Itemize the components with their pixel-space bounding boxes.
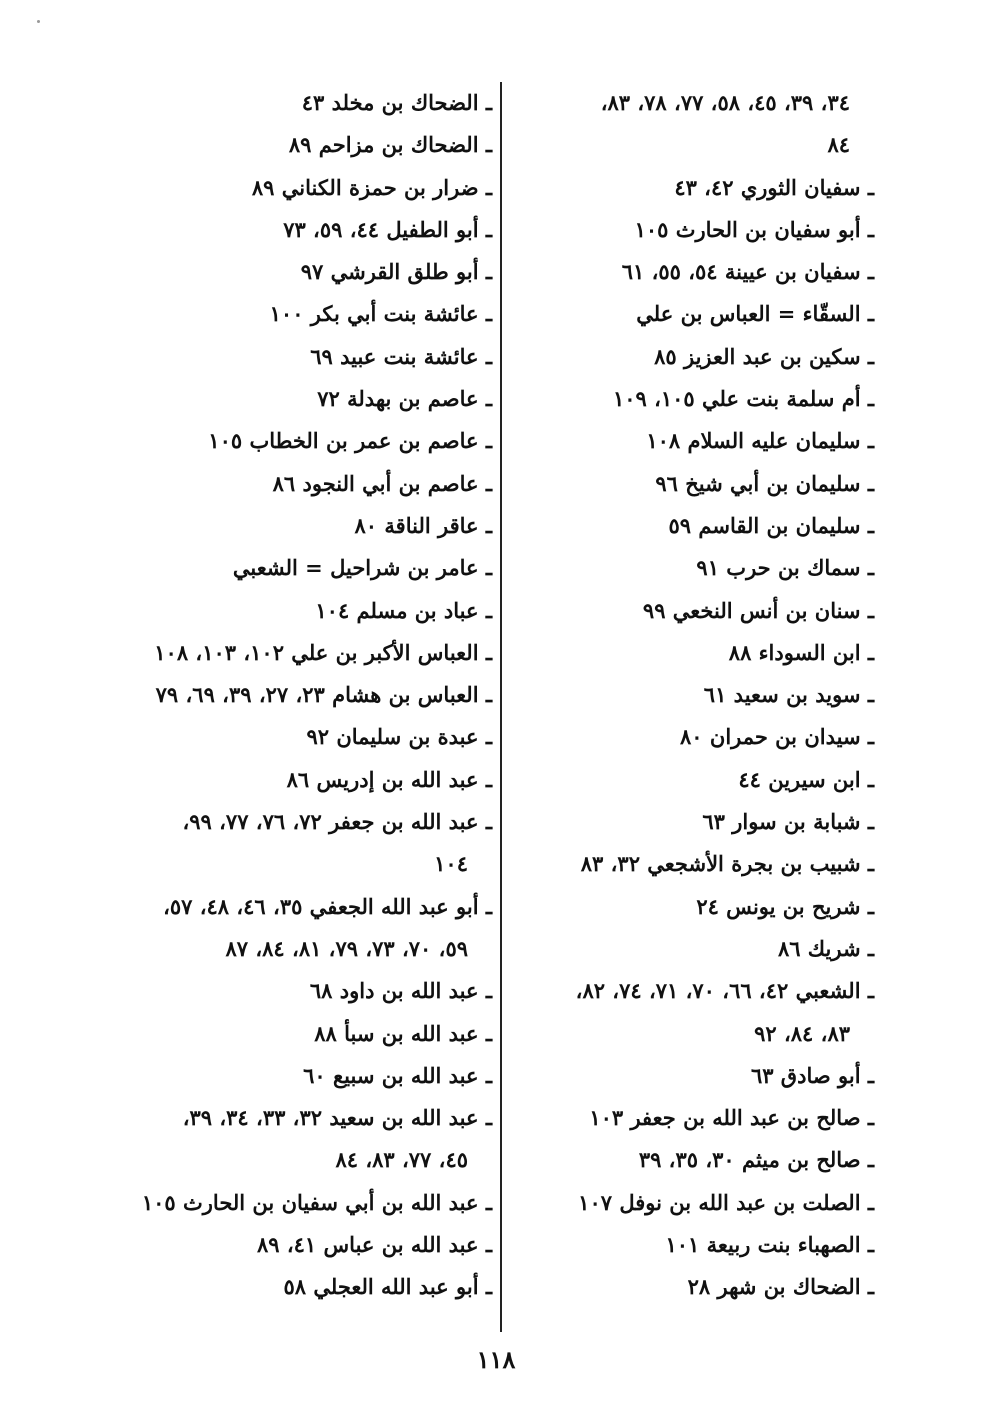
- index-entry-continuation: ٥٩، ٧٠، ٧٣، ٧٩، ٨١، ٨٤، ٨٧: [225, 935, 468, 961]
- index-entry: ـ صالح بن ميثم ٣٠، ٣٥، ٣٩: [638, 1147, 874, 1173]
- index-entry: ـ ابن السوداء ٨٨: [728, 639, 874, 665]
- index-column-left: [122, 82, 492, 1309]
- index-entry: ـ عاصم بن عمر بن الخطاب ١٠٥: [208, 428, 492, 454]
- index-entry-continuation: ١٠٤: [434, 851, 468, 877]
- index-entry-continuation: ٨٤: [827, 132, 850, 158]
- index-entry: ـ أم سلمة بنت علي ١٠٥، ١٠٩: [612, 386, 874, 412]
- index-entry: ـ الشعبي ٤٢، ٦٦، ٧٠، ٧١، ٧٤، ٨٢،: [575, 978, 874, 1004]
- index-entry: ـ عائشة بنت عبيد ٦٩: [310, 343, 492, 369]
- index-entry: ـ عبد الله بن عباس ٤١، ٨٩: [257, 1232, 492, 1258]
- index-entry: ـ سويد بن سعيد ٦١: [703, 682, 874, 708]
- index-entry: ـ الصهباء بنت ربيعة ١٠١: [665, 1232, 874, 1258]
- index-entry-continuation: ٣٤، ٣٩، ٤٥، ٥٨، ٧٧، ٧٨، ٨٣،: [600, 90, 850, 115]
- index-entry: ـ شريح بن يونس ٢٤: [696, 893, 874, 919]
- index-entry: ـ عبد الله بن أبي سفيان بن الحارث ١٠٥: [141, 1189, 492, 1215]
- index-entry: ـ ابن سيرين ٤٤: [738, 766, 874, 792]
- index-entry: ـ الصلت بن عبد الله بن نوفل ١٠٧: [578, 1189, 874, 1215]
- index-entry-continuation: ٨٣، ٨٤، ٩٢: [754, 1020, 850, 1046]
- index-entry: ـ أبو عبد الله العجلي ٥٨: [283, 1274, 492, 1300]
- index-entry: ـ عباد بن مسلم ١٠٤: [315, 597, 492, 623]
- index-entry: ـ عبد الله بن داود ٦٨: [309, 978, 492, 1004]
- index-entry: ـ العباس بن هشام ٢٣، ٢٧، ٣٩، ٦٩، ٧٩: [155, 682, 492, 708]
- index-entry: ـ عائشة بنت أبي بكر ١٠٠: [269, 301, 492, 327]
- index-entry: ـ سفيان بن عيينة ٥٤، ٥٥، ٦١: [621, 259, 874, 285]
- index-entry: ـ سنان بن أنس النخعي ٩٩: [642, 597, 874, 623]
- index-entry-continuation: ٤٥، ٧٧، ٨٣، ٨٤: [335, 1147, 468, 1173]
- index-entry: ـ عبد الله بن سبيع ٦٠: [303, 1062, 492, 1088]
- index-entry: ـ عبد الله بن سعيد ٣٢، ٣٣، ٣٤، ٣٩،: [182, 1105, 492, 1131]
- index-entry: ـ عاقر الناقة ٨٠: [354, 512, 492, 538]
- index-entry: ـ سماك بن حرب ٩١: [696, 555, 874, 581]
- index-entry: ـ أبو سفيان بن الحارث ١٠٥: [634, 216, 874, 242]
- index-entry: ـ سكين بن عبد العزيز ٨٥: [654, 343, 874, 369]
- index-entry: ـ صالح بن عبد الله بن جعفر ١٠٣: [589, 1105, 874, 1131]
- index-entry: ـ سليمان بن القاسم ٥٩: [668, 512, 874, 538]
- index-entry: ـ سليمان بن أبي شيخ ٩٦: [655, 470, 874, 496]
- index-entry: ـ عبد الله بن إدريس ٨٦: [286, 766, 492, 792]
- index-entry: ـ الضحاك بن شهر ٢٨: [687, 1274, 874, 1300]
- index-entry: ـ أبو الطفيل ٤٤، ٥٩، ٧٣: [283, 216, 492, 242]
- index-entry: ـ عاصم بن أبي النجود ٨٦: [272, 470, 492, 496]
- index-entry: ـ السقّاء = العباس بن علي: [636, 301, 874, 327]
- index-entry: ـ سيدان بن حمران ٨٠: [680, 724, 874, 750]
- index-entry: ـ ضرار بن حمزة الكناني ٨٩: [251, 174, 492, 200]
- index-column-right: [494, 82, 874, 1309]
- index-entry: ـ أبو عبد الله الجعفي ٣٥، ٤٦، ٤٨، ٥٧،: [163, 893, 492, 919]
- index-entry: ـ عبد الله بن جعفر ٧٢، ٧٦، ٧٧، ٩٩،: [182, 809, 492, 835]
- index-entry: ـ عاصم بن بهدلة ٧٢: [317, 386, 492, 412]
- index-entry: ـ أبو طلق القرشي ٩٧: [300, 259, 492, 285]
- index-entry: ـ العباس الأكبر بن علي ١٠٢، ١٠٣، ١٠٨: [154, 639, 492, 665]
- index-entry: ـ سفيان الثوري ٤٢، ٤٣: [674, 174, 874, 200]
- index-entry: ـ الضحاك بن مخلد ٤٣: [301, 90, 492, 115]
- scan-speck: [37, 20, 40, 23]
- index-entry: ـ عامر بن شراحيل = الشعبي: [232, 555, 492, 581]
- index-entry: ـ عبدة بن سليمان ٩٢: [306, 724, 492, 750]
- column-divider: [500, 82, 502, 1332]
- index-entry: ـ شبابة بن سوار ٦٣: [702, 809, 874, 835]
- index-entry: ـ أبو صادق ٦٣: [750, 1062, 874, 1088]
- index-entry: ـ عبد الله بن سبأ ٨٨: [314, 1020, 492, 1046]
- index-entry: ـ سليمان عليه السلام ١٠٨: [646, 428, 874, 454]
- index-entry: ـ شريك ٨٦: [777, 935, 874, 961]
- index-entry: ـ الضحاك بن مزاحم ٨٩: [288, 132, 492, 158]
- index-entry: ـ شبيب بن بجرة الأشجعي ٣٢، ٨٣: [580, 851, 874, 877]
- page-number: ١١٨: [476, 1345, 516, 1374]
